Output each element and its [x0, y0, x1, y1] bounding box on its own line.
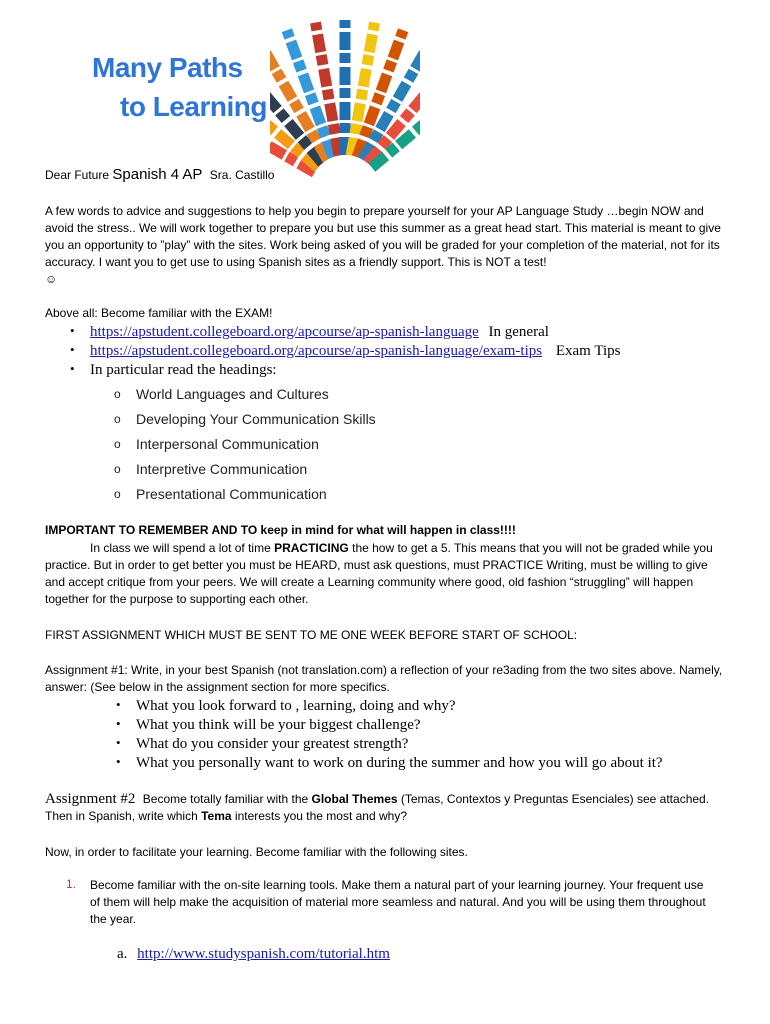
question-item: • What you look forward to , learning, doing and why? [116, 697, 456, 714]
teacher-name: Sra. Castillo [209, 168, 275, 182]
exam-heading: Above all: Become familiar with the EXAM! [45, 306, 273, 320]
list-item-1-text: Become familiar with the on-site learning tools. Make them a natural part of your learning journey. Your frequent use of them will help make the acquisition of material more seamless and natural. And you will be using them throughout the year. [90, 878, 706, 926]
question-item: • What you think will be your biggest challenge? [116, 716, 421, 733]
heading-item: o Presentational Communication [114, 486, 327, 502]
intro-paragraph [45, 203, 730, 288]
first-assignment-heading: FIRST ASSIGNMENT WHICH MUST BE SENT TO ME ONE WEEK BEFORE START OF SCHOOL: [45, 628, 578, 642]
facilitate-text: Now, in order to facilitate your learning. Become familiar with the following sites. [45, 845, 468, 859]
heading-item: o Interpersonal Communication [114, 436, 319, 452]
question-item: • What you personally want to work on during the summer and how you will go about it? [116, 754, 663, 771]
heading-item: o Developing Your Communication Skills [114, 411, 376, 427]
headings-intro: In particular read the headings: [90, 362, 277, 378]
exam-link-note-1: In general [488, 324, 549, 340]
question-item: • What do you consider your greatest strength? [116, 735, 409, 752]
course-name: Spanish 4 AP [112, 166, 203, 183]
exam-link-1[interactable]: https://apstudent.collegeboard.org/apcourse/ap-spanish-language [90, 324, 479, 340]
list-item-a [117, 946, 390, 963]
heading-item: o Interpretive Communication [114, 461, 308, 477]
global-themes-bold: Global Themes [311, 792, 398, 806]
greeting [45, 166, 274, 183]
studyspanish-link[interactable]: http://www.studyspanish.com/tutorial.htm [137, 946, 390, 962]
page-title-line2: to Learning [120, 91, 267, 122]
list-letter-a: a. [117, 946, 128, 962]
exam-link-note-2: Exam Tips [555, 343, 621, 359]
important-paragraph: In class we will spend a lot of time PRACTICING the how to get a 5. This means that you will not be graded while you practice. But in order to get better you must be HEARD, must ask questions, must PRACTICE Writing, must be willing to give and accept critique from your peers. We will create a Learning community where good, old fashion “struggling” will happen together for the purpose to supporting each other. [45, 541, 713, 606]
exam-link-item-1: • https://apstudent.collegeboard.org/apcourse/ap-spanish-language In general [70, 323, 549, 340]
intro-text: A few words to advice and suggestions to help you begin to prepare yourself for your AP Language Study …begin NOW and avoid the stress.. We will work together to prepare you but use this summer as a great head start. This material is meant to give you an opportunity to ”play” with the sites. Work being asked of you will be graded for your completion of the material, not for its accuracy. I want you to get use to using Spanish sites as a friendly support. This is NOT a test! [45, 204, 721, 269]
exam-link-2[interactable]: https://apstudent.collegeboard.org/apcourse/ap-spanish-language/exam-tips [90, 343, 543, 359]
heading-item: o World Languages and Cultures [114, 386, 329, 402]
list-number-1: 1. [66, 877, 77, 891]
smiley-icon: ☺ [45, 272, 58, 286]
tema-bold: Tema [201, 809, 232, 823]
practicing-bold: PRACTICING [274, 541, 349, 555]
important-title: IMPORTANT TO REMEMBER AND TO keep in mind for what will happen in class!!!! [45, 523, 516, 537]
greeting-prefix: Dear Future [45, 168, 110, 182]
exam-link-item-2: • https://apstudent.collegeboard.org/apcourse/ap-spanish-language/exam-tips Exam Tips [70, 342, 621, 359]
assignment1-text: Assignment #1: Write, in your best Spanish (not translation.com) a reflection of your re3ading from the two sites above. Namely, answer: (See below in the assignment section for more specifics. [45, 663, 723, 694]
page-title-line1: Many Paths [92, 52, 243, 83]
assignment2-paragraph: Assignment #2 Become totally familiar with the Global Themes (Temas, Contextos y Preguntas Esenciales) see attached. Then in Spanish, write which Tema interests you the most and why? [45, 791, 710, 823]
assignment2-label: Assignment #2 [45, 791, 136, 807]
logo-fan-graphic [270, 0, 420, 190]
headings-intro-item: • In particular read the headings: [70, 361, 277, 378]
